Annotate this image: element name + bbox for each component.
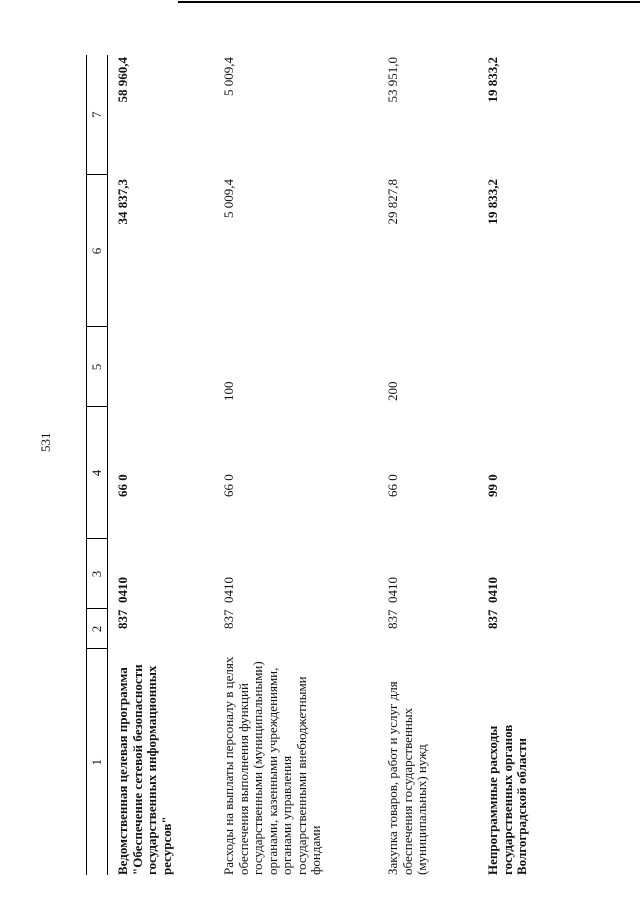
row-name: Непрограммные расходы государственных органов Волгоградской области xyxy=(485,724,530,875)
row-amount-col-6: 34 837,3 xyxy=(115,179,130,225)
row-ministry-code: 837 xyxy=(485,609,500,629)
table-row xyxy=(108,55,215,875)
row-target-code: 99 0 xyxy=(485,474,500,497)
row-name: Ведомственная целевая программа "Обеспечение сетевой безопасности государственных информационных ресурсов" xyxy=(115,664,174,875)
header-col-2: 2 xyxy=(87,609,108,649)
row-amount-col-6: 5 009,4 xyxy=(221,179,236,218)
row-section-code: 0410 xyxy=(485,577,500,603)
row-amount-col-7: 5 009,4 xyxy=(221,57,236,96)
header-col-5: 5 xyxy=(87,327,108,407)
header-col-1: 1 xyxy=(87,649,108,875)
row-amount-col-7: 58 960,4 xyxy=(115,57,130,103)
top-rule xyxy=(178,1,640,3)
row-name: Расходы на выплаты персоналу в целях обеспечения выполнения функций государственными (муниципальными) органами, казенными учреждениями, органами управления государственными внебюджетными фондами xyxy=(221,656,324,875)
row-ministry-code: 837 xyxy=(385,609,400,629)
header-row xyxy=(87,55,108,875)
page-number: 531 xyxy=(38,432,53,452)
row-section-code: 0410 xyxy=(115,577,130,603)
row-target-code: 66 0 xyxy=(221,474,236,497)
row-section-code: 0410 xyxy=(221,577,236,603)
row-ministry-code: 837 xyxy=(221,609,236,629)
row-amount-col-7: 53 951,0 xyxy=(385,57,400,103)
table-row xyxy=(214,55,378,875)
row-target-code: 66 0 xyxy=(115,474,130,497)
row-expense-type xyxy=(478,327,566,407)
row-target-code: 66 0 xyxy=(385,474,400,497)
header-col-7: 7 xyxy=(87,55,108,175)
header-col-3: 3 xyxy=(87,539,108,609)
table-row xyxy=(478,55,566,875)
row-expense-type: 100 xyxy=(221,381,236,401)
header-col-4: 4 xyxy=(87,407,108,539)
rotated-budget-table xyxy=(86,35,556,875)
budget-table xyxy=(86,55,566,875)
row-expense-type xyxy=(108,327,215,407)
table-row xyxy=(378,55,478,875)
row-amount-col-6: 19 833,2 xyxy=(485,179,500,225)
header-col-6: 6 xyxy=(87,175,108,327)
row-amount-col-7: 19 833,2 xyxy=(485,57,500,103)
row-expense-type: 200 xyxy=(385,381,400,401)
row-name: Закупка товаров, работ и услуг для обеспечения государственных (муниципальных) нужд xyxy=(385,681,430,875)
row-ministry-code: 837 xyxy=(115,609,130,629)
row-amount-col-6: 29 827,8 xyxy=(385,179,400,225)
row-section-code: 0410 xyxy=(385,577,400,603)
